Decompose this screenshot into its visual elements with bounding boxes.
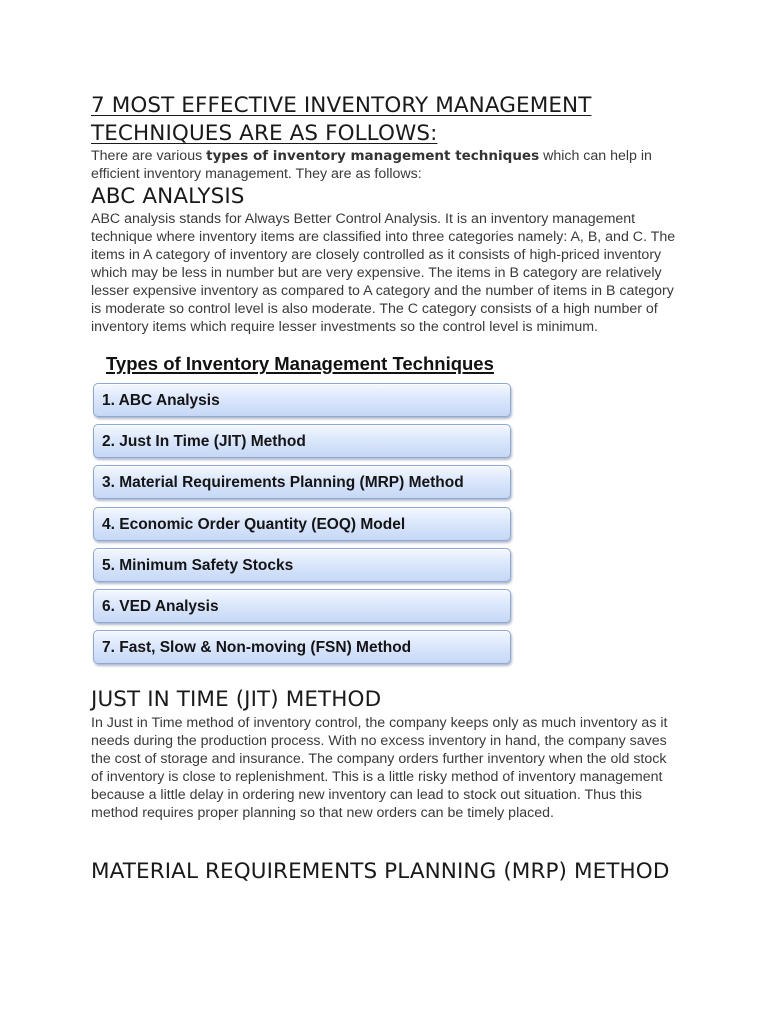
technique-label: 5. Minimum Safety Stocks <box>102 556 294 574</box>
jit-method-heading: JUST IN TIME (JIT) METHOD <box>91 687 382 712</box>
intro-text-after: which can help in efficient inventory management. They are as follows: <box>91 148 652 182</box>
technique-item <box>93 424 511 458</box>
intro-paragraph <box>91 147 681 183</box>
intro-text-before: There are various <box>91 148 207 164</box>
technique-label: 6. VED Analysis <box>102 597 219 615</box>
technique-item <box>93 630 511 664</box>
technique-item <box>93 507 511 541</box>
technique-item <box>93 548 511 582</box>
technique-label: 3. Material Requirements Planning (MRP) Method <box>102 474 464 492</box>
technique-label: 2. Just In Time (JIT) Method <box>102 433 306 451</box>
jit-method-paragraph: In Just in Time method of inventory control, the company keeps only as much inventory as it needs during the production process. With no excess inventory in hand, the company saves the cost of storage and insurance. The company orders further inventory when the old stock of inventory is close to replenishment. This is a little risky method of inventory management because a little delay in ordering new inventory can lead to stock out situation. Thus this method requires proper planning so that new orders can be timely placed. <box>91 715 668 821</box>
page-title: 7 MOST EFFECTIVE INVENTORY MANAGEMENT TECHNIQUES ARE AS FOLLOWS: <box>91 93 592 146</box>
techniques-figure <box>91 350 515 670</box>
abc-analysis-heading: ABC ANALYSIS <box>91 184 245 209</box>
technique-item <box>93 383 511 417</box>
technique-label: 7. Fast, Slow & Non-moving (FSN) Method <box>102 639 412 657</box>
figure-title: Types of Inventory Management Techniques <box>106 353 494 374</box>
technique-item <box>93 589 511 623</box>
mrp-method-heading: MATERIAL REQUIREMENTS PLANNING (MRP) METHOD <box>91 859 670 884</box>
techniques-list <box>93 383 511 671</box>
abc-analysis-paragraph: ABC analysis stands for Always Better Control Analysis. It is an inventory management technique where inventory items are classified into three categories namely: A, B, and C. The items in A category of inventory are closely controlled as it consists of high-priced inventory which may be less in number but are very expensive. The items in B category are relatively lesser expensive inventory as compared to A category and the number of items in B category is moderate so control level is also moderate. The C category consists of a high number of inventory items which require lesser investments so the control level is minimum. <box>91 211 676 335</box>
intro-bold-phrase: types of inventory management techniques <box>206 148 540 164</box>
technique-label: 1. ABC Analysis <box>102 392 220 409</box>
technique-item <box>93 465 511 499</box>
technique-label: 4. Economic Order Quantity (EOQ) Model <box>102 515 406 533</box>
